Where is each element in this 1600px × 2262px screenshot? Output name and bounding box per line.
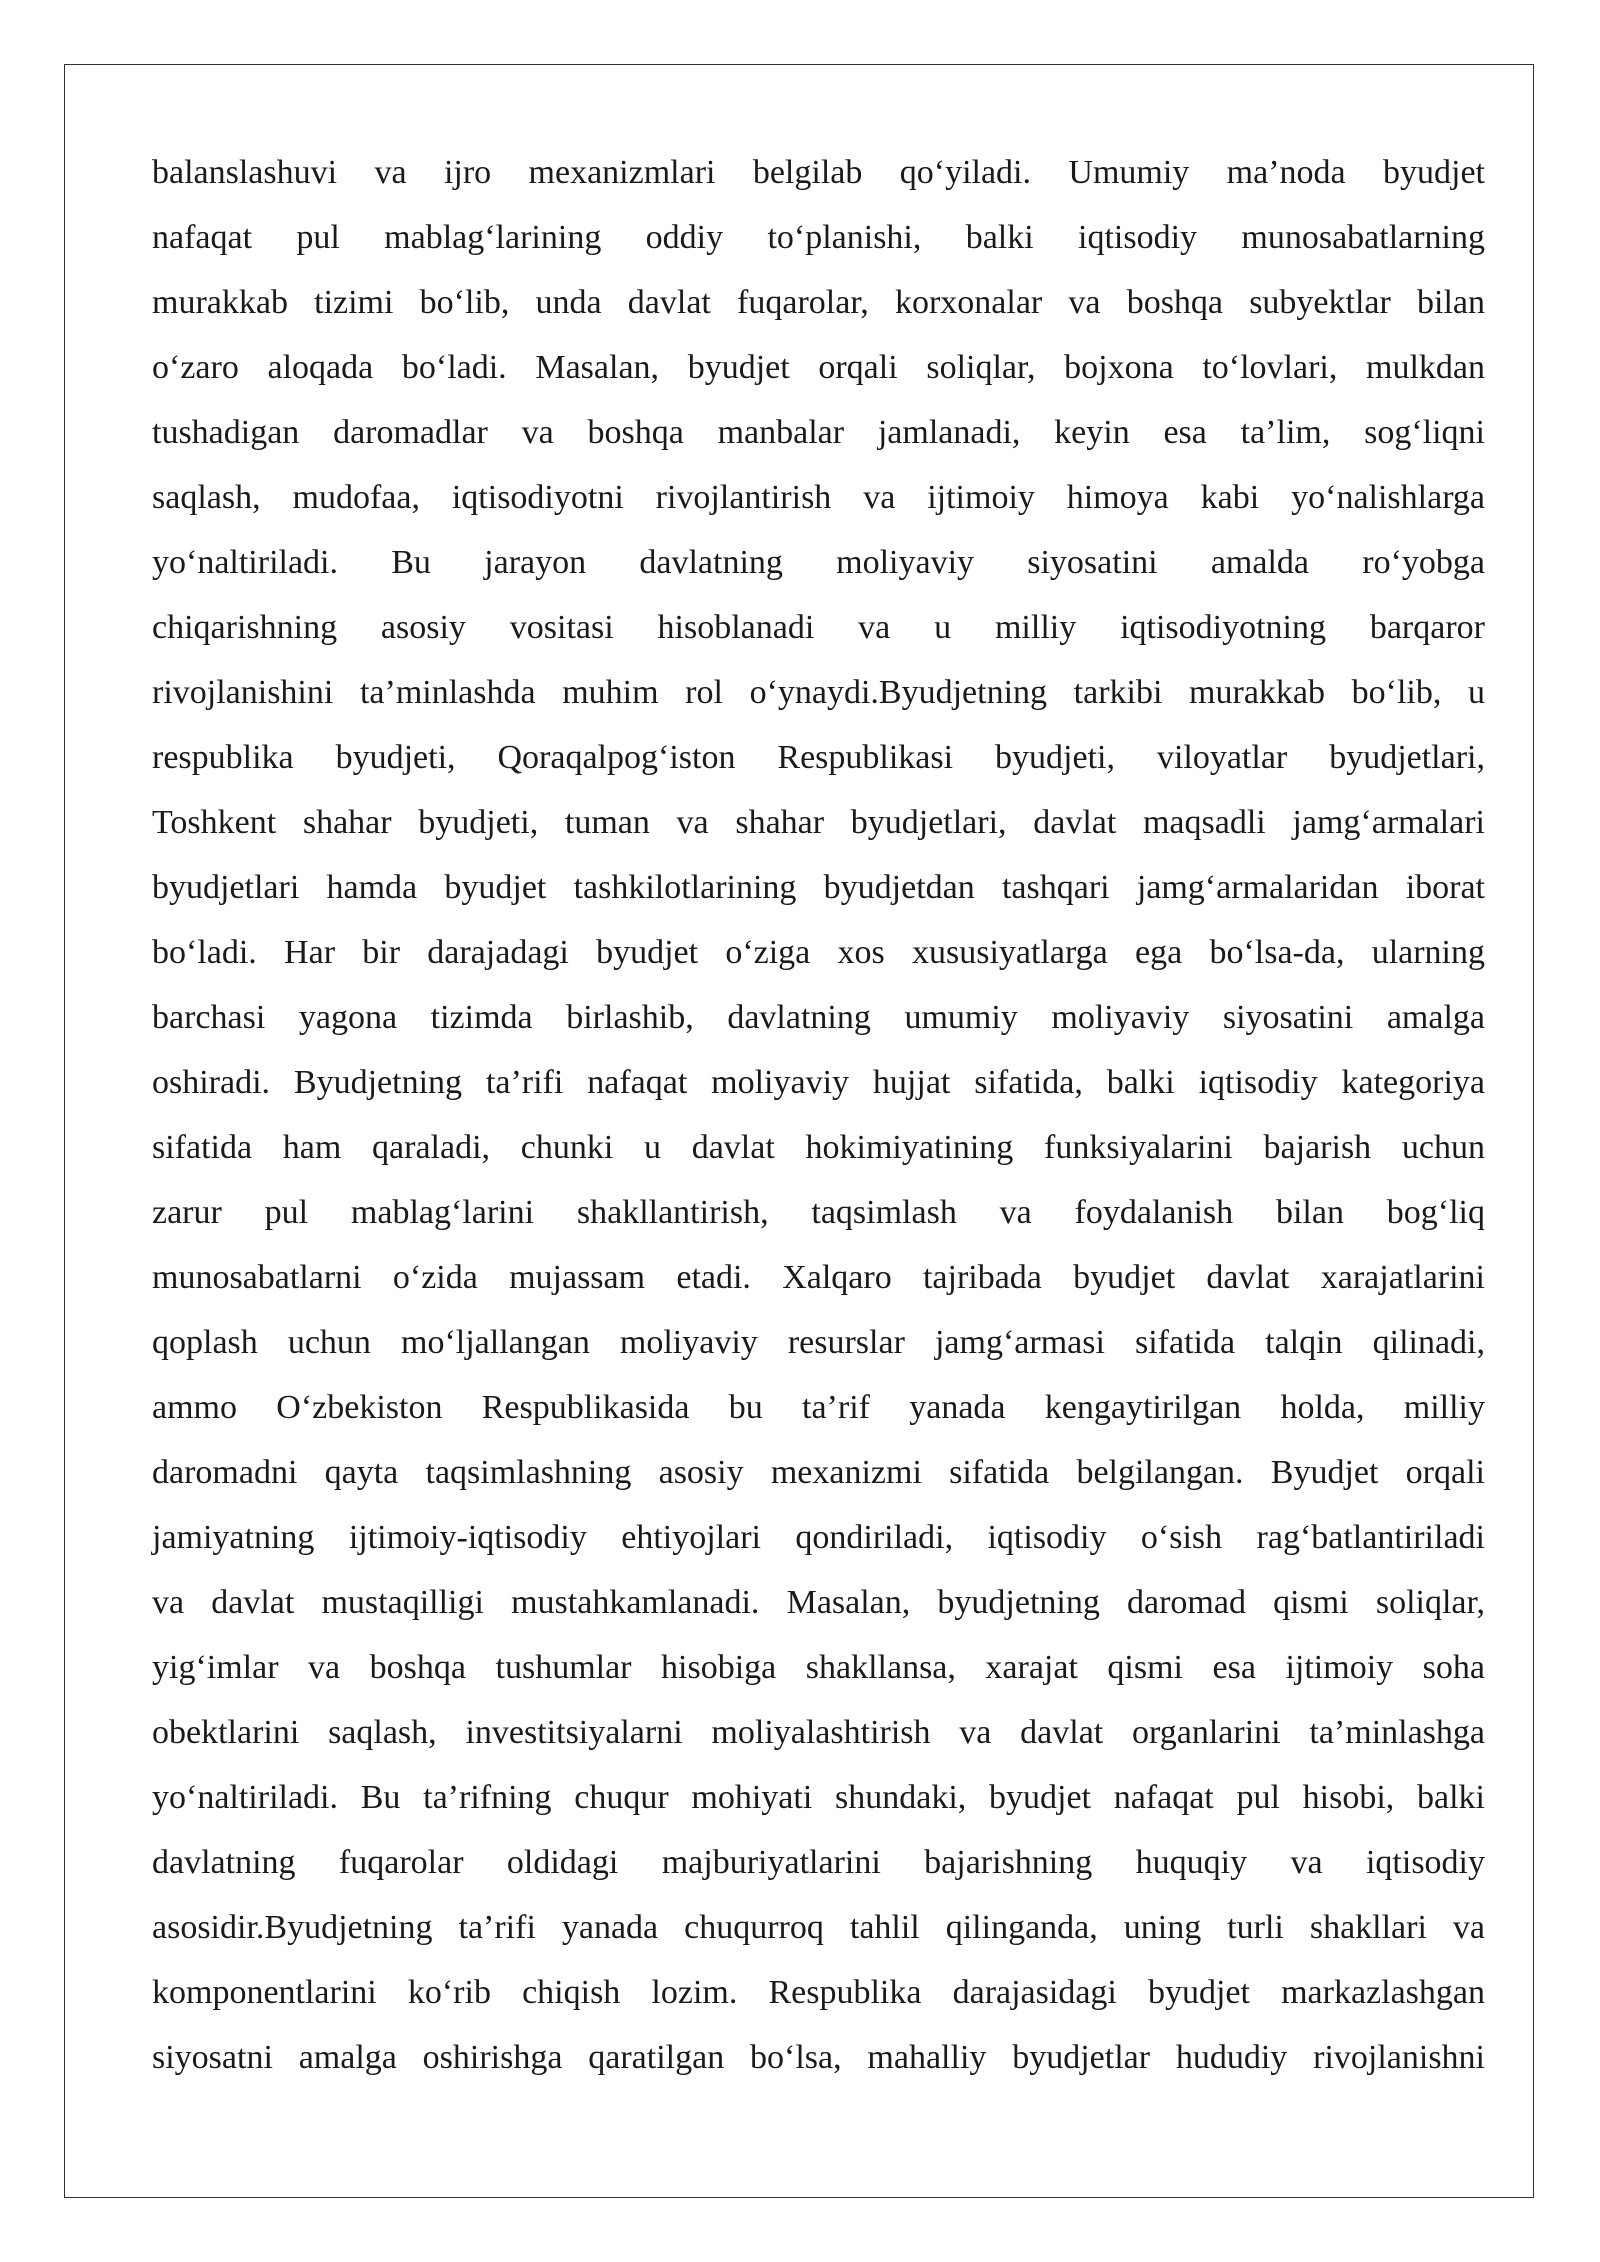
text-line: saqlash, mudofaa, iqtisodiyotni rivojlantirish va ijtimoiy himoya kabi yo‘nalishlarga: [152, 479, 1485, 516]
text-line: nafaqat pul mablag‘larining oddiy to‘planishi, balki iqtisodiy munosabatlarning: [152, 219, 1485, 256]
text-line: ammo O‘zbekiston Respublikasida bu ta’rif yanada kengaytirilgan holda, milliy: [152, 1389, 1485, 1426]
text-line: yo‘naltiriladi. Bu jarayon davlatning moliyaviy siyosatini amalda ro‘yobga: [152, 544, 1485, 581]
body-text: [152, 140, 1485, 2090]
text-line: sifatida ham qaraladi, chunki u davlat hokimiyatining funksiyalarini bajarish uchun: [152, 1129, 1485, 1166]
text-line: oshiradi. Byudjetning ta’rifi nafaqat moliyaviy hujjat sifatida, balki iqtisodiy kategoriya: [152, 1064, 1485, 1101]
text-line: jamiyatning ijtimoiy-iqtisodiy ehtiyojlari qondiriladi, iqtisodiy o‘sish rag‘batlantiriladi: [152, 1519, 1485, 1556]
text-line: komponentlarini ko‘rib chiqish lozim. Respublika darajasidagi byudjet markazlashgan: [152, 1974, 1485, 2011]
text-line: obektlarini saqlash, investitsiyalarni moliyalashtirish va davlat organlarini ta’minlashga: [152, 1714, 1485, 1751]
text-line: tushadigan daromadlar va boshqa manbalar jamlanadi, keyin esa ta’lim, sog‘liqni: [152, 414, 1485, 451]
text-line: munosabatlarni o‘zida mujassam etadi. Xalqaro tajribada byudjet davlat xarajatlarini: [152, 1259, 1485, 1296]
text-line: murakkab tizimi bo‘lib, unda davlat fuqarolar, korxonalar va boshqa subyektlar bilan: [152, 284, 1485, 321]
text-line: barchasi yagona tizimda birlashib, davlatning umumiy moliyaviy siyosatini amalga: [152, 999, 1485, 1036]
text-line: daromadni qayta taqsimlashning asosiy mexanizmi sifatida belgilangan. Byudjet orqali: [152, 1454, 1485, 1491]
text-line: davlatning fuqarolar oldidagi majburiyatlarini bajarishning huquqiy va iqtisodiy: [152, 1844, 1485, 1881]
text-line: balanslashuvi va ijro mexanizmlari belgilab qo‘yiladi. Umumiy ma’noda byudjet: [152, 154, 1485, 191]
text-line: Toshkent shahar byudjeti, tuman va shahar byudjetlari, davlat maqsadli jamg‘armalari: [152, 804, 1485, 841]
text-line: va davlat mustaqilligi mustahkamlanadi. Masalan, byudjetning daromad qismi soliqlar,: [152, 1584, 1485, 1621]
text-line: siyosatni amalga oshirishga qaratilgan bo‘lsa, mahalliy byudjetlar hududiy rivojlanishni: [152, 2039, 1485, 2076]
text-line: asosidir.Byudjetning ta’rifi yanada chuqurroq tahlil qilinganda, uning turli shakllari va: [152, 1909, 1485, 1946]
text-line: respublika byudjeti, Qoraqalpog‘iston Respublikasi byudjeti, viloyatlar byudjetlari,: [152, 739, 1485, 776]
text-line: chiqarishning asosiy vositasi hisoblanadi va u milliy iqtisodiyotning barqaror: [152, 609, 1485, 646]
text-line: bo‘ladi. Har bir darajadagi byudjet o‘ziga xos xususiyatlarga ega bo‘lsa-da, ularning: [152, 934, 1485, 971]
text-line: qoplash uchun mo‘ljallangan moliyaviy resurslar jamg‘armasi sifatida talqin qilinadi,: [152, 1324, 1485, 1361]
text-line: zarur pul mablag‘larini shakllantirish, taqsimlash va foydalanish bilan bog‘liq: [152, 1194, 1485, 1231]
text-line: rivojlanishini ta’minlashda muhim rol o‘ynaydi.Byudjetning tarkibi murakkab bo‘lib, u: [152, 674, 1485, 711]
text-line: byudjetlari hamda byudjet tashkilotlarining byudjetdan tashqari jamg‘armalaridan iborat: [152, 869, 1485, 906]
text-line: o‘zaro aloqada bo‘ladi. Masalan, byudjet orqali soliqlar, bojxona to‘lovlari, mulkdan: [152, 349, 1485, 386]
text-line: yig‘imlar va boshqa tushumlar hisobiga shakllansa, xarajat qismi esa ijtimoiy soha: [152, 1649, 1485, 1686]
text-line: yo‘naltiriladi. Bu ta’rifning chuqur mohiyati shundaki, byudjet nafaqat pul hisobi, balki: [152, 1779, 1485, 1816]
